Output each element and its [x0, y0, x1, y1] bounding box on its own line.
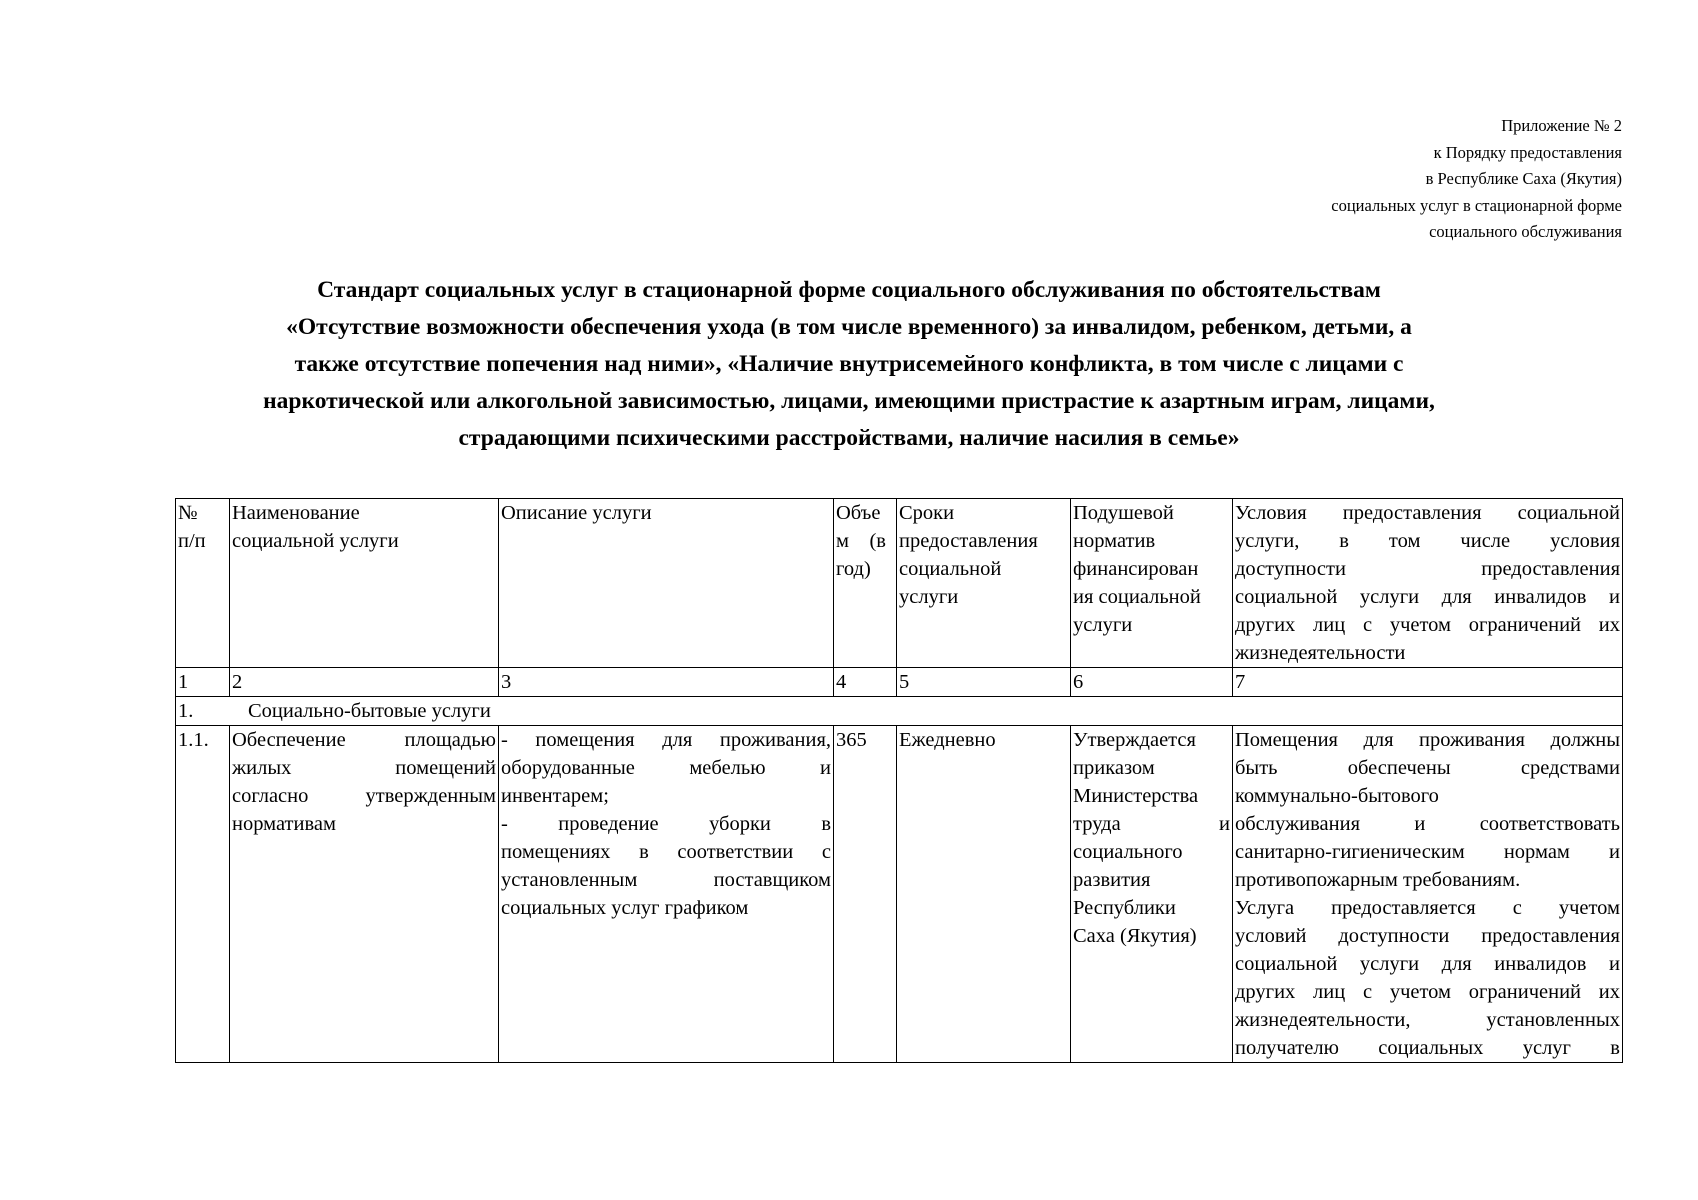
- row-service-description: - помещения для проживания, оборудованные мебелью и инвентарем; - проведение уборки в помещениях в соответствии с установленным поставщиком социальных услуг графиком: [499, 726, 834, 1063]
- appendix-line: Приложение № 2: [1501, 116, 1622, 135]
- section-number: 1.: [178, 700, 194, 722]
- appendix-line: социального обслуживания: [1429, 222, 1622, 241]
- document-title: [150, 272, 1548, 457]
- title-line: наркотической или алкогольной зависимостью, лицами, имеющими пристрастие к азартным играм, лицами,: [263, 388, 1435, 414]
- column-number: 1: [176, 668, 230, 697]
- column-number: 5: [897, 668, 1071, 697]
- header-cell-num: № п/п: [176, 499, 230, 668]
- column-numbers-row: [176, 668, 1623, 697]
- column-number: 7: [1233, 668, 1623, 697]
- appendix-line: в Республике Саха (Якутия): [1425, 169, 1622, 188]
- appendix-line: социальных услуг в стационарной форме: [1331, 195, 1622, 215]
- row-volume: 365: [834, 726, 897, 1063]
- row-terms: Ежедневно: [897, 726, 1071, 1063]
- section-heading: [176, 697, 1623, 726]
- header-cell-name: Наименование социальной услуги: [230, 499, 499, 668]
- header-cell-description: Описание услуги: [499, 499, 834, 668]
- appendix-note: [1331, 113, 1622, 246]
- header-cell-norm: Подушевой норматив финансирован ия социальной услуги: [1071, 499, 1233, 668]
- row-norm: Утверждается приказом Министерства труда и социального развития Республики Саха (Якутия): [1071, 726, 1233, 1063]
- table-header-row: [176, 499, 1623, 668]
- title-line: Стандарт социальных услуг в стационарной форме социального обслуживания по обстоятельствам: [317, 277, 1381, 303]
- services-standard-table: [175, 498, 1623, 1063]
- column-number: 3: [499, 668, 834, 697]
- column-number: 6: [1071, 668, 1233, 697]
- title-line: «Отсутствие возможности обеспечения ухода (в том числе временного) за инвалидом, ребенком, детьми, а: [286, 314, 1412, 340]
- header-cell-volume: Объе м (в год): [834, 499, 897, 668]
- section-title: Социально-бытовые услуги: [248, 700, 491, 722]
- appendix-line: к Порядку предоставления: [1433, 142, 1622, 162]
- row-service-name: Обеспечение площадью жилых помещений согласно утвержденным нормативам: [230, 726, 499, 1063]
- header-cell-terms: Сроки предоставления социальной услуги: [897, 499, 1071, 668]
- row-number: 1.1.: [176, 726, 230, 1063]
- table-row: [176, 726, 1623, 1063]
- title-line: страдающими психическими расстройствами, наличие насилия в семье»: [458, 425, 1240, 451]
- header-cell-conditions: Условия предоставления социальной услуги, в том числе условия доступности предоставления социальной услуги для инвалидов и других лиц с учетом ограничений их жизнедеятельности: [1233, 499, 1623, 668]
- row-conditions: Помещения для проживания должны быть обеспечены средствами коммунально-бытового обслуживания и соответствовать санитарно-гигиеническим нормам и противопожарным требованиям. Услуга предоставляется с учетом условий доступности предоставления социальной услуги для инвалидов и других лиц с учетом ограничений их жизнедеятельности, установленных получателю социальных услуг в: [1233, 726, 1623, 1063]
- column-number: 2: [230, 668, 499, 697]
- section-row: [176, 697, 1623, 726]
- column-number: 4: [834, 668, 897, 697]
- title-line: также отсутствие попечения над ними», «Наличие внутрисемейного конфликта, в том числе с лицами с: [294, 351, 1404, 377]
